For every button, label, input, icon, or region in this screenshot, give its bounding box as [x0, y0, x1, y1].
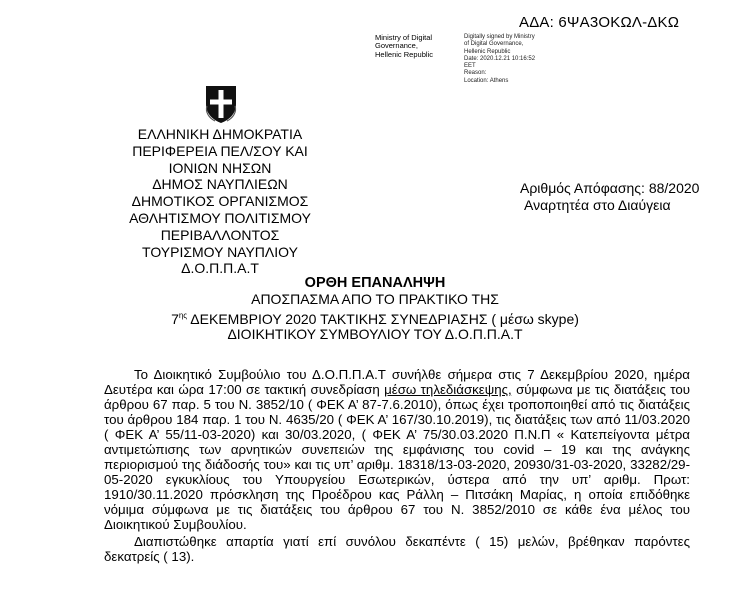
greek-coat-of-arms-icon — [203, 84, 239, 124]
body-text: σύμφωνα με τις διατάξεις του άρθρου 67 παρ. 5 του Ν. 3852/10 ( ΦΕΚ Α’ 87-7.6.2010), όπως έχει τροποποιηθεί από τις διατάξεις του άρθρου 184 παρ. 1 του Ν. 4635/20 ( ΦΕΚ Α’ 167/30.10.2019), τις διατάξεις των από 11/03.2020 ( ΦΕΚ Α’ 55/11-03-2020) και 30/03.2020, ( ΦΕΚ Α’ 75/30.03.2020 Π.Ν.Π « Κατεπείγοντα μέτρα αντιμετώπισης των αρνητικών συνεπειών της εμφάνισης του covid – 19 και της ανάγκης περιορισμού της διάδοσής του» και τις υπ’ αριθμ. 18318/13-03-2020, 20930/31-03-2020, 33282/29-05-2020 εγκυκλίους του Υπουργείου Εσωτερικών, ύστερα από την υπ’ αριθμ. Πρωτ: 1910/30.11.2020 πρόσκληση της Προέδρου κας Ράλλη – Πιτσάκη Μαρίας, η οποία επιδόθηκε νόμιμα σύμφωνα με τις διατάξεις του άρθρου 67 του Ν. 3852/2010 σε κάθε ένα μέλος του Διοικητικού Συμβουλίου. — [104, 381, 690, 532]
signature-detail-line: Reason: — [464, 70, 487, 77]
signature-detail-line: Hellenic Republic — [464, 48, 511, 55]
organization-header — [100, 126, 340, 277]
heading-date-text: ΔΕΚΕΜΒΡΙΟΥ 2020 ΤΑΚΤΙΚΗΣ ΣΥΝΕΔΡΙΑΣΗΣ ( μέσω skype) — [187, 310, 579, 327]
body-paragraph — [104, 368, 690, 532]
org-line: ΙΟΝΙΩΝ ΝΗΣΩΝ — [168, 159, 272, 176]
heading-line-4: ΔΙΟΙΚΗΤΙΚΟΥ ΣΥΜΒΟΥΛΙΟΥ ΤΟΥ Δ.Ο.Π.Π.Α.Τ — [227, 326, 523, 343]
heading-line-3 — [0, 308, 750, 328]
body-paragraph: Διαπιστώθηκε απαρτία γιατί επί συνόλου δεκαπέντε ( 15) μελών, βρέθηκαν παρόντες δεκατρείς ( 13). — [104, 534, 690, 565]
org-line: ΠΕΡΙΦΕΡΕΙΑ ΠΕΛ/ΣΟΥ ΚΑΙ — [132, 142, 308, 159]
signature-issuer-line: Ministry of Digital — [375, 33, 433, 42]
org-line: ΔΗΜΟΤΙΚΟΣ ΟΡΓΑΝΙΣΜΟΣ — [131, 193, 309, 210]
signature-detail-line: Location: Athens — [464, 77, 509, 84]
signature-issuer — [375, 34, 449, 59]
org-line: ΤΟΥΡΙΣΜΟΥ ΝΑΥΠΛΙΟΥ — [142, 243, 298, 260]
decision-info — [520, 180, 699, 214]
decision-posted: Αναρτητέα στο Διαύγεια — [524, 197, 671, 213]
heading-day: 7 — [171, 310, 179, 327]
document-body — [104, 368, 690, 565]
org-line: ΑΘΛΗΤΙΣΜΟΥ ΠΟΛΙΤΙΣΜΟΥ — [129, 209, 311, 226]
document-title: ΟΡΘΗ ΕΠΑΝΑΛΗΨΗ — [304, 275, 446, 291]
signature-details — [464, 34, 564, 85]
body-text: Το Διοικητικό Συμβούλιο του Δ.Ο.Π.Π.Α.Τ συνήλθε σήμερα στις 7 Δεκεμβρίου 2020, ημέρα Δευτέρα και ώρα 17:00 σε τακτική συνεδρίαση — [104, 367, 690, 397]
body-underlined-text: μέσω τηλεδιάσκεψης, — [384, 381, 512, 397]
signature-detail-line: Digitally signed by Ministry — [464, 34, 535, 40]
ada-code: ΑΔΑ: 6ΨΑ3ΟΚΩΛ-ΔΚΩ — [519, 14, 680, 31]
signature-issuer-line: Hellenic Republic — [375, 49, 433, 59]
document-headings — [0, 276, 750, 343]
heading-day-suffix: ης — [178, 310, 188, 320]
org-line: ΠΕΡΙΒΑΛΛΟΝΤΟΣ — [160, 226, 280, 243]
signature-issuer-line: Governance, — [375, 41, 418, 51]
org-line: ΔΗΜΟΣ ΝΑΥΠΛΙΕΩΝ — [152, 176, 288, 193]
decision-number: Αριθμός Απόφασης: 88/2020 — [520, 180, 700, 196]
org-line: Δ.Ο.Π.Π.Α.Τ — [181, 260, 259, 277]
org-line: ΕΛΛΗΝΙΚΗ ΔΗΜΟΚΡΑΤΙΑ — [137, 126, 303, 142]
signature-detail-line: Date: 2020.12.21 10:16:52 — [464, 55, 536, 62]
signature-detail-line: EET — [464, 63, 476, 70]
signature-detail-line: of Digital Governance, — [464, 41, 524, 48]
heading-line-2: ΑΠΟΣΠΑΣΜΑ ΑΠΟ ΤΟ ΠΡΑΚΤΙΚΟ ΤΗΣ — [251, 290, 499, 307]
